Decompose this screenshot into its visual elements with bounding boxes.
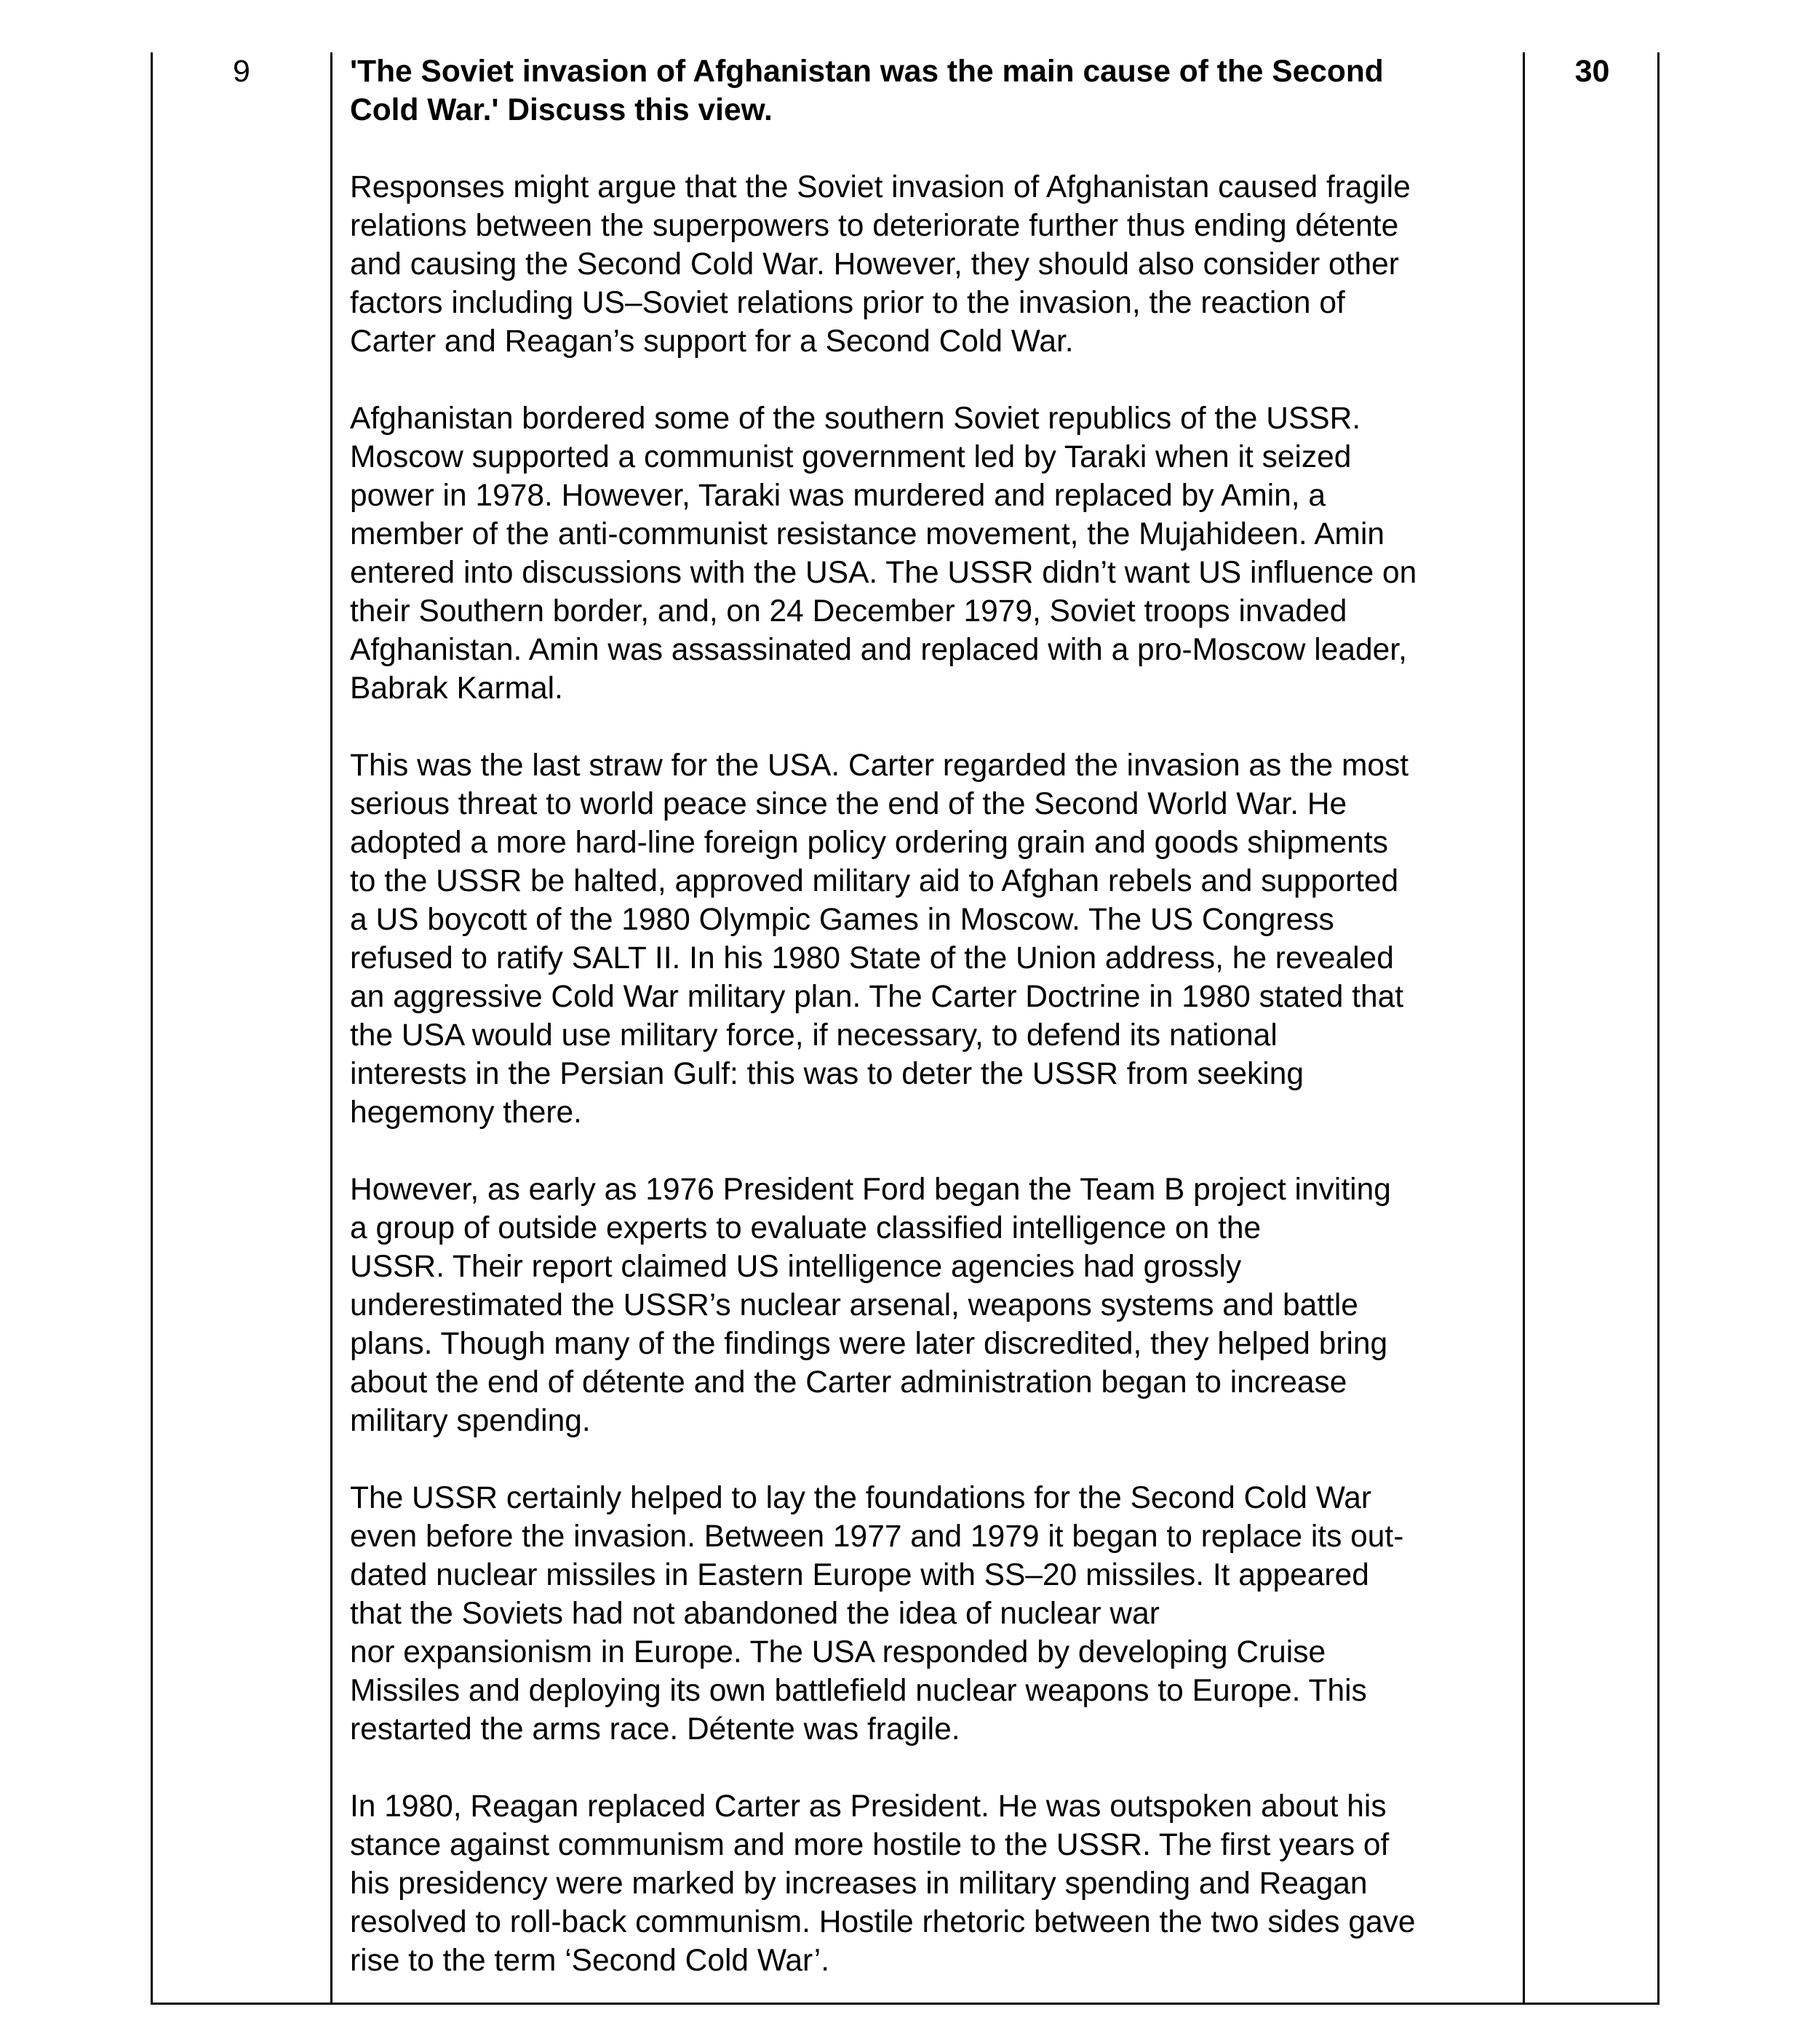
- marks-value: 30: [1574, 54, 1610, 89]
- paragraph-line: This was the last straw for the USA. Carter regarded the invasion as the most: [350, 748, 1409, 783]
- paragraph-line: Moscow supported a communist government led by Taraki when it seized: [350, 440, 1352, 474]
- guidance-paragraph: [350, 168, 1514, 361]
- paragraph-line: to the USSR be halted, approved military aid to Afghan rebels and supported: [350, 864, 1399, 898]
- paragraph-line: Afghanistan bordered some of the southern Soviet republics of the USSR.: [350, 402, 1361, 436]
- paragraph-line: that the Soviets had not abandoned the idea of nuclear war: [350, 1597, 1160, 1631]
- paragraph-line: In 1980, Reagan replaced Carter as President. He was outspoken about his: [350, 1789, 1387, 1824]
- paragraph-line: adopted a more hard-line foreign policy ordering grain and goods shipments: [350, 826, 1388, 860]
- paragraph-line: plans. Though many of the findings were later discredited, they helped bring: [350, 1327, 1388, 1361]
- guidance-paragraph: [350, 399, 1514, 708]
- question-line: Cold War.' Discuss this view.: [350, 93, 773, 127]
- paragraph-line: serious threat to world peace since the end of the Second World War. He: [350, 787, 1347, 821]
- paragraph-line: restarted the arms race. Détente was fragile.: [350, 1712, 960, 1746]
- guidance-paragraphs: [350, 168, 1514, 1980]
- table-divider-number: [330, 52, 332, 2005]
- table-border-bottom: [151, 2003, 1659, 2005]
- paragraph-line: rise to the term ‘Second Cold War’.: [350, 1944, 829, 1978]
- paragraph-line: an aggressive Cold War military plan. The Carter Doctrine in 1980 stated that: [350, 980, 1404, 1014]
- guidance-paragraph: [350, 1787, 1514, 1980]
- question-text: [350, 52, 1514, 129]
- table-divider-marks: [1523, 52, 1525, 2005]
- paragraph-line: dated nuclear missiles in Eastern Europe with SS–20 missiles. It appeared: [350, 1558, 1369, 1592]
- paragraph-line: power in 1978. However, Taraki was murdered and replaced by Amin, a: [350, 479, 1326, 513]
- paragraph-line: his presidency were marked by increases in military spending and Reagan: [350, 1867, 1368, 1901]
- paragraph-line: refused to ratify SALT II. In his 1980 State of the Union address, he revealed: [350, 941, 1394, 975]
- paragraph-line: a group of outside experts to evaluate classified intelligence on the: [350, 1211, 1262, 1245]
- paragraph-line: the USA would use military force, if necessary, to defend its national: [350, 1018, 1278, 1053]
- paragraph-line: entered into discussions with the USA. The USSR didn’t want US influence on: [350, 556, 1417, 590]
- paragraph-line: and causing the Second Cold War. However, they should also consider other: [350, 247, 1399, 282]
- paragraph-line: The USSR certainly helped to lay the foundations for the Second Cold War: [350, 1481, 1372, 1515]
- paragraph-line: a US boycott of the 1980 Olympic Games in Moscow. The US Congress: [350, 903, 1334, 937]
- paragraph-line: However, as early as 1976 President Ford began the Team B project inviting: [350, 1173, 1391, 1207]
- paragraph-line: Carter and Reagan’s support for a Second Cold War.: [350, 324, 1074, 359]
- table-border-right: [1657, 52, 1659, 2005]
- guidance-paragraph: [350, 1170, 1514, 1440]
- paragraph-line: resolved to roll-back communism. Hostile rhetoric between the two sides gave: [350, 1905, 1416, 1939]
- guidance-paragraph: [350, 746, 1514, 1132]
- paragraph-line: hegemony there.: [350, 1095, 582, 1130]
- paragraph-line: underestimated the USSR’s nuclear arsenal, weapons systems and battle: [350, 1288, 1358, 1322]
- question-number: 9: [233, 54, 250, 89]
- paragraph-line: Missiles and deploying its own battlefield nuclear weapons to Europe. This: [350, 1674, 1367, 1708]
- paragraph-line: military spending.: [350, 1404, 591, 1438]
- paragraph-line: even before the invasion. Between 1977 and 1979 it began to replace its out-: [350, 1520, 1404, 1554]
- paragraph-line: nor expansionism in Europe. The USA responded by developing Cruise: [350, 1635, 1326, 1669]
- paragraph-line: USSR. Their report claimed US intelligence agencies had grossly: [350, 1250, 1242, 1284]
- paragraph-line: their Southern border, and, on 24 December 1979, Soviet troops invaded: [350, 594, 1347, 628]
- question-line: 'The Soviet invasion of Afghanistan was the main cause of the Second: [350, 55, 1384, 89]
- paragraph-line: factors including US–Soviet relations prior to the invasion, the reaction of: [350, 286, 1345, 320]
- paragraph-line: interests in the Persian Gulf: this was to deter the USSR from seeking: [350, 1057, 1304, 1091]
- paragraph-line: member of the anti-communist resistance movement, the Mujahideen. Amin: [350, 517, 1385, 551]
- paragraph-line: about the end of détente and the Carter administration began to increase: [350, 1365, 1347, 1400]
- paragraph-line: stance against communism and more hostile to the USSR. The first years of: [350, 1828, 1390, 1862]
- paragraph-line: relations between the superpowers to deteriorate further thus ending détente: [350, 209, 1399, 243]
- paragraph-line: Afghanistan. Amin was assassinated and replaced with a pro-Moscow leader,: [350, 633, 1407, 667]
- paragraph-line: Responses might argue that the Soviet invasion of Afghanistan caused fragile: [350, 170, 1411, 204]
- guidance-paragraph: [350, 1479, 1514, 1749]
- paragraph-line: Babrak Karmal.: [350, 671, 563, 706]
- table-border-left: [151, 52, 153, 2005]
- answer-content: [350, 52, 1514, 1980]
